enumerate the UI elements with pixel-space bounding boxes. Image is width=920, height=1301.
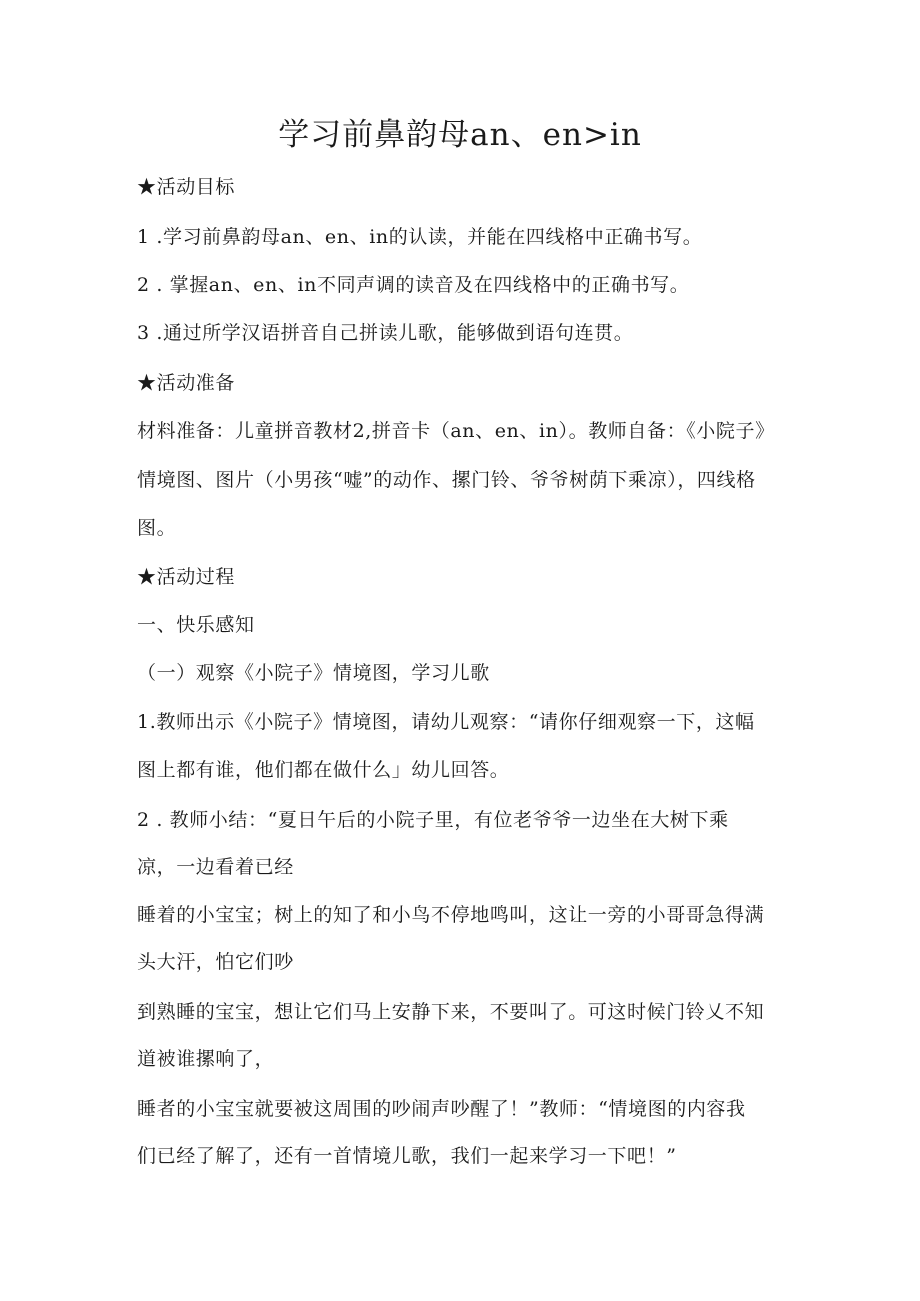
process-step-2-line-7: 睡者的小宝宝就要被这周围的吵闹声吵醒了！”教师：“情境图的内容我 (137, 1098, 746, 1120)
process-subheading-1: （一）观察《小院子》情境图，学习儿歌 (137, 662, 490, 684)
process-step-2-line-8: 们已经了解了，还有一首情境儿歌，我们一起来学习一下吧！” (137, 1145, 677, 1167)
goal-item-2: 2 . 掌握an、en、in不同声调的读音及在四线格中的正确书写。 (137, 274, 690, 296)
goal-item-1: 1 .学习前鼻韵母an、en、in的认读，并能在四线格中正确书写。 (137, 226, 703, 248)
document-title: 学习前鼻韵母an、en>in (278, 117, 642, 153)
process-step-2-line-3: 睡着的小宝宝；树上的知了和小鸟不停地鸣叫，这让一旁的小哥哥急得满 (137, 904, 765, 926)
process-step-2-line-1: 2 . 教师小结：“夏日午后的小院子里，有位老爷爷一边坐在大树下乘 (137, 809, 729, 831)
section-heading-goals: ★活动目标 (137, 176, 236, 198)
preparation-line-1: 材料准备：儿童拼音教材2,拼音卡（an、en、in）。教师自备：《小院子》 (137, 420, 775, 442)
preparation-line-2: 情境图、图片（小男孩“嘘”的动作、摞门铃、爷爷树荫下乘凉），四线格 (137, 469, 756, 491)
process-step-2-line-4: 头大汗，怕它们吵 (137, 951, 294, 973)
process-step-1-line-1: 1.教师出示《小院子》情境图，请幼儿观察：“请你仔细观察一下，这幅 (137, 711, 755, 733)
process-part-1-heading: 一、快乐感知 (137, 614, 255, 636)
section-heading-preparation: ★活动准备 (137, 372, 236, 394)
preparation-line-3: 图。 (137, 517, 177, 539)
section-heading-process: ★活动过程 (137, 566, 236, 588)
process-step-1-line-2: 图上都有谁，他们都在做什么」幼儿回答。 (137, 759, 510, 781)
process-step-2-line-5: 到熟睡的宝宝，想让它们马上安静下来，不要叫了。可这时候门铃乂不知 (137, 1001, 765, 1023)
process-step-2-line-6: 道被谁摞响了， (137, 1048, 275, 1070)
process-step-2-line-2: 凉，一边看着已经 (137, 856, 294, 878)
goal-item-3: 3 .通过所学汉语拼音自己拼读儿歌，能够做到语句连贯。 (137, 322, 634, 344)
